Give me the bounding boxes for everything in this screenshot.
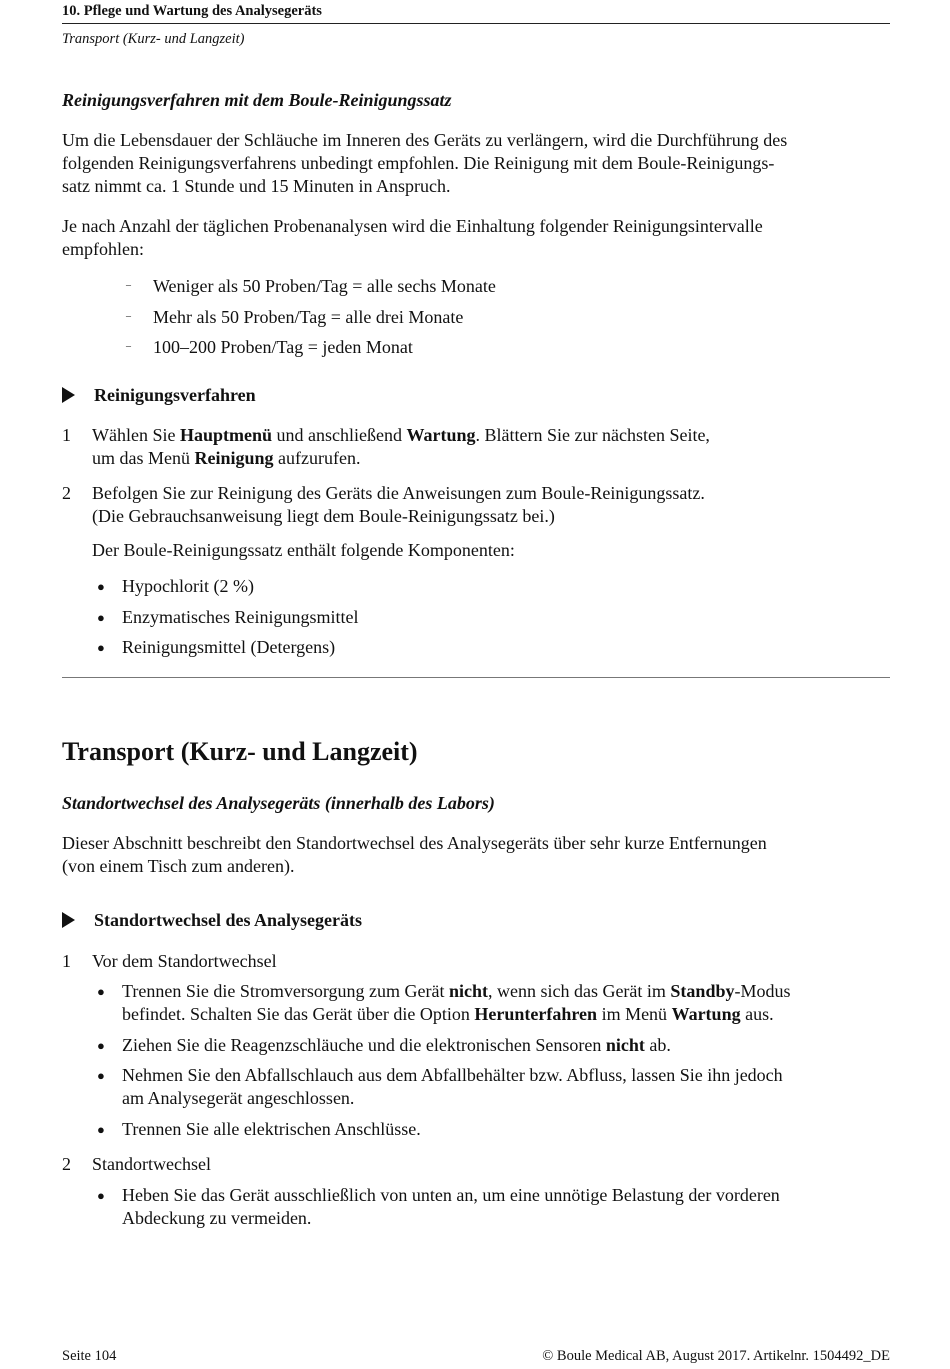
bullet-mark: ● [97,1188,105,1203]
bullet-mark: ● [97,984,105,999]
step-number: 1 [62,951,71,971]
pre-move-list [62,980,890,1148]
text-line: (von einem Tisch zum anderen). [62,856,295,876]
step-text: Standortwechsel [92,1154,211,1174]
dash-mark: – [126,310,131,322]
text-line: empfohlen: [62,239,144,259]
emphasis: Standby [670,981,735,1001]
text-line: Dieser Abschnitt beschreibt den Standortwechsel des Analysegeräts über sehr kurze Entfernungen [62,833,767,853]
transport-intro [62,832,890,878]
text-line: Je nach Anzahl der täglichen Probenanalysen wird die Einhaltung folgender Reinigungsintervalle [62,216,763,236]
interval-intro [62,215,890,261]
procedure-arrow-icon [62,912,75,928]
step-number: 2 [62,483,71,503]
section-header: Transport (Kurz- und Langzeit) [62,31,245,47]
emphasis: Wartung [671,1004,741,1024]
dash-mark: – [126,280,131,291]
menu-name: Reinigung [194,448,274,468]
procedure-heading [62,385,890,406]
transport-subheading: Standortwechsel des Analysegeräts (innerhalb des Labors) [62,793,495,813]
list-item-text: Mehr als 50 Proben/Tag = alle drei Monate [153,306,464,327]
list-item-text: Reinigungsmittel (Detergens) [122,637,336,657]
step-text: Wählen Sie Hauptmenü und anschließend Wartung. Blättern Sie zur nächsten Seite, um das Menü Reinigung aufzurufen. [92,425,710,468]
chapter-header: 10. Pflege und Wartung des Analysegeräts [62,3,322,19]
components-intro: Der Boule-Reinigungssatz enthält folgende Komponenten: [92,540,515,560]
cleaning-intro [62,129,890,198]
step-number: 2 [62,1154,71,1174]
emphasis: nicht [605,1034,645,1055]
procedure-title: Standortwechsel des Analysegeräts [94,910,362,930]
section-title: Transport (Kurz- und Langzeit) [62,737,418,766]
emphasis: nicht [448,981,488,1001]
list-item: ● Trennen Sie die Stromversorgung zum Gerät nicht, wenn sich das Gerät im Standby-Modus befindet. Schalten Sie das Gerät über die Option Herunterfahren im Menü Wartung aus. [97,981,791,1024]
text-line: folgenden Reinigungsverfahrens unbedingt empfohlen. Die Reinigung mit dem Boule-Reinigungs- [62,153,775,173]
text-line: satz nimmt ca. 1 Stunde und 15 Minuten in Anspruch. [62,176,451,196]
procedure-arrow-icon [62,387,75,403]
list-item [62,275,496,306]
list-item [62,606,358,629]
step-text [92,482,890,562]
list-item: ● Nehmen Sie den Abfallschlauch aus dem Abfallbehälter bzw. Abfluss, lassen Sie ihn jedoch am Analysegerät angeschlossen. [97,1065,783,1108]
bullet-mark: ● [97,640,105,655]
copyright-notice: © Boule Medical AB, August 2017. Artikelnr. 1504492_DE [542,1348,890,1364]
bullet-mark: ● [97,609,105,625]
bullet-mark: ● [97,1121,105,1137]
page-number: Seite 104 [62,1348,117,1364]
list-item [62,306,496,337]
emphasis: Herunterfahren [474,1004,598,1024]
components-list [62,575,358,667]
list-item-text: Weniger als 50 Proben/Tag = alle sechs Monate [153,276,496,296]
step-1 [62,950,890,973]
menu-name: Wartung [406,425,476,445]
list-item [62,575,358,598]
section-divider [62,677,890,678]
list-item: ● Trennen Sie alle elektrischen Anschlüsse. [97,1118,421,1139]
dash-mark: – [126,341,131,352]
step-2 [62,1153,890,1176]
list-item: ● Heben Sie das Gerät ausschließlich von unten an, um eine unnötige Belastung der vorderen Abdeckung zu vermeiden. [97,1185,780,1228]
step-1 [62,424,890,470]
procedure-title: Reinigungsverfahren [94,385,256,405]
list-item-text: 100–200 Proben/Tag = jeden Monat [153,337,413,357]
step-number: 1 [62,425,71,445]
menu-name: Hauptmenü [179,425,273,445]
list-item-text: Hypochlorit (2 %) [122,576,254,596]
text-line: (Die Gebrauchsanweisung liegt dem Boule-Reinigungssatz bei.) [92,506,555,526]
bullet-mark: ● [97,1037,105,1053]
step-2 [62,482,890,562]
move-list [62,1184,890,1238]
cleaning-heading: Reinigungsverfahren mit dem Boule-Reinigungssatz [62,90,452,110]
list-item [62,336,496,367]
bullet-mark: ● [97,1068,105,1083]
bullet-mark: ● [97,579,105,594]
interval-list [62,275,496,367]
list-item [62,636,358,659]
list-item: ● Ziehen Sie die Reagenzschläuche und die elektronischen Sensoren nicht ab. [97,1034,671,1055]
list-item-text: Enzymatisches Reinigungsmittel [122,606,359,627]
text-line: Um die Lebensdauer der Schläuche im Inneren des Geräts zu verlängern, wird die Durchführung des [62,130,788,150]
procedure-heading [62,910,890,931]
text-line: Befolgen Sie zur Reinigung des Geräts die Anweisungen zum Boule-Reinigungssatz. [92,483,705,503]
step-text: Vor dem Standortwechsel [92,951,277,971]
header-rule [62,23,890,24]
